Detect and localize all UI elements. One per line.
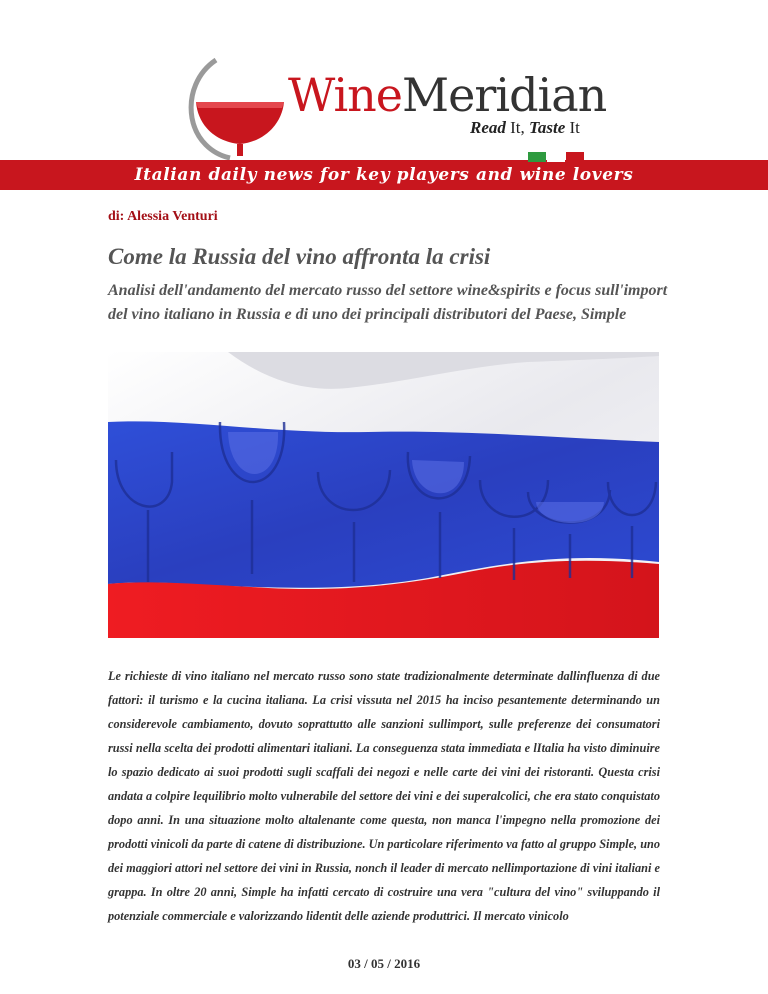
tagline-taste: Taste [529,118,566,137]
banner [0,160,768,190]
article-subtitle: Analisi dell'andamento del mercato russo del settore wine&spirits e focus sull'import del vino italiano in Russia e di uno dei principali distributori del Paese, Simple [108,282,668,323]
footer-date: 03 / 05 / 2016 [347,956,421,971]
article-author: di: Alessia Venturi [108,209,218,224]
tagline [470,118,580,138]
banner-text: Italian daily news for key players and wine lovers [134,165,634,185]
russian-flag-wine-glasses-image [108,352,659,638]
masthead [0,0,768,160]
tagline-read: Read [470,118,506,137]
article-image [108,352,659,638]
brand-logo [288,68,607,122]
wine-glass-icon [178,52,288,160]
tagline-it-2: It [565,118,580,137]
brand-meridian-text: Meridian [402,68,607,122]
tagline-it-1: It, [505,118,530,137]
article-body: Le richieste di vino italiano nel mercato russo sono state tradizionalmente determinate dallinfluenza di due fattori: il turismo e la cucina italiana. La crisi vissuta nel 2015 ha inciso pesantemente determinando un considerevole cambiamento, dovuto soprattutto alle sanzioni sullimport, sulle preferenze dei consumatori russi nella scelta dei prodotti alimentari italiani. La conseguenza stata immediata e lItalia ha visto diminuire lo spazio dedicato ai suoi prodotti sugli scaffali dei negozi e nelle carte dei vini dei ristoranti. Questa crisi andata a colpire lequilibrio molto vulnerabile del settore dei vini e dei superalcolici, che era stato conquistato dopo anni. In una situazione molto altalenante come questa, non manca l'impegno nella promozione dei prodotti vinicoli da parte di catene di distribuzione. Un particolare riferimento va fatto al gruppo Simple, uno dei maggiori attori nel settore dei vini in Russia, nonch il leader di mercato nellimportazione di vini italiani e grappa. In oltre 20 anni, Simple ha infatti cercato di costruire una vera "cultura del vino" sviluppando il potenziale commerciale e valorizzando lidentit delle aziende produttrici. Il mercato vinicolo [108,669,661,923]
brand-wine-text: Wine [288,68,403,122]
article-title: Come la Russia del vino affronta la crisi [108,244,491,269]
